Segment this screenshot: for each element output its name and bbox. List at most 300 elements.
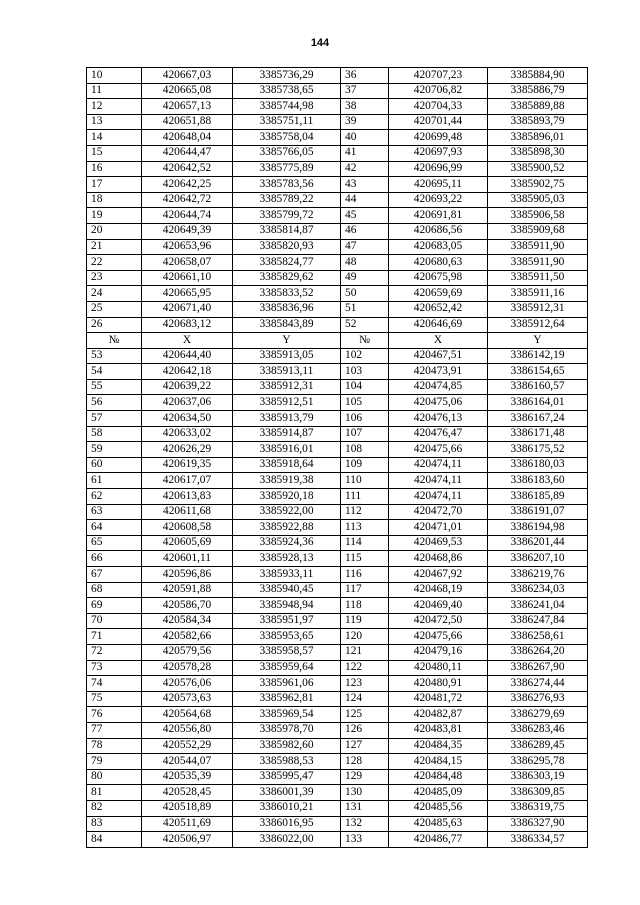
y-left-cell: 3385820,93 [233, 239, 341, 255]
x-right-cell: 420483,81 [389, 722, 488, 738]
y-right-cell: 3386289,45 [488, 738, 588, 754]
x-left-cell: 420573,63 [142, 691, 233, 707]
x-right-cell: 420696,99 [389, 161, 488, 177]
x-left-cell: 420591,88 [142, 582, 233, 598]
point-number-right-cell: 115 [341, 551, 389, 567]
point-number-left-cell: 59 [87, 442, 142, 458]
y-right-cell: 3386264,20 [488, 644, 588, 660]
point-number-left-cell: 69 [87, 598, 142, 614]
point-number-right-cell: 126 [341, 722, 389, 738]
y-right-cell: 3386279,69 [488, 707, 588, 723]
y-right-cell: 3386295,78 [488, 754, 588, 770]
x-left-cell: 420578,28 [142, 660, 233, 676]
x-right-cell: 420467,51 [389, 348, 488, 364]
y-right-cell: 3386219,76 [488, 567, 588, 583]
x-right-cell: 420472,70 [389, 504, 488, 520]
x-right-cell: 420485,56 [389, 800, 488, 816]
point-number-right-cell: 122 [341, 660, 389, 676]
y-left-cell: 3385789,22 [233, 192, 341, 208]
header-y-left: Y [233, 333, 341, 349]
point-number-left-cell: 15 [87, 145, 142, 161]
point-number-right-cell: 133 [341, 832, 389, 848]
y-left-cell: 3385814,87 [233, 223, 341, 239]
point-number-right-cell: 119 [341, 613, 389, 629]
point-number-right-cell: 46 [341, 223, 389, 239]
x-left-cell: 420601,11 [142, 551, 233, 567]
x-right-cell: 420695,11 [389, 177, 488, 193]
x-left-cell: 420586,70 [142, 598, 233, 614]
point-number-right-cell: 132 [341, 816, 389, 832]
point-number-left-cell: 16 [87, 161, 142, 177]
x-left-cell: 420642,52 [142, 161, 233, 177]
y-right-cell: 3385909,68 [488, 223, 588, 239]
y-left-cell: 3385924,36 [233, 535, 341, 551]
point-number-right-cell: 123 [341, 676, 389, 692]
point-number-right-cell: 110 [341, 473, 389, 489]
y-right-cell: 3385898,30 [488, 145, 588, 161]
x-right-cell: 420659,69 [389, 286, 488, 302]
x-right-cell: 420473,91 [389, 364, 488, 380]
y-right-cell: 3386258,61 [488, 629, 588, 645]
table-row [87, 286, 588, 302]
y-left-cell: 3385738,65 [233, 83, 341, 99]
y-left-cell: 3385959,64 [233, 660, 341, 676]
point-number-right-cell: 109 [341, 457, 389, 473]
x-left-cell: 420626,29 [142, 442, 233, 458]
y-left-cell: 3385922,00 [233, 504, 341, 520]
point-number-right-cell: 120 [341, 629, 389, 645]
y-right-cell: 3386160,57 [488, 379, 588, 395]
table-row [87, 629, 588, 645]
x-left-cell: 420617,07 [142, 473, 233, 489]
x-right-cell: 420486,77 [389, 832, 488, 848]
x-left-cell: 420639,22 [142, 379, 233, 395]
y-left-cell: 3385961,06 [233, 676, 341, 692]
table-row [87, 660, 588, 676]
y-left-cell: 3386010,21 [233, 800, 341, 816]
table-row [87, 551, 588, 567]
y-right-cell: 3386247,84 [488, 613, 588, 629]
y-right-cell: 3386180,03 [488, 457, 588, 473]
point-number-right-cell: 40 [341, 130, 389, 146]
table-row [87, 567, 588, 583]
x-right-cell: 420485,63 [389, 816, 488, 832]
y-left-cell: 3385833,52 [233, 286, 341, 302]
x-left-cell: 420528,45 [142, 785, 233, 801]
table-row [87, 130, 588, 146]
table-row [87, 317, 588, 333]
table-row [87, 800, 588, 816]
point-number-left-cell: 75 [87, 691, 142, 707]
y-left-cell: 3385919,38 [233, 473, 341, 489]
point-number-left-cell: 78 [87, 738, 142, 754]
y-right-cell: 3386154,65 [488, 364, 588, 380]
x-left-cell: 420556,80 [142, 722, 233, 738]
y-left-cell: 3385962,81 [233, 691, 341, 707]
point-number-left-cell: 77 [87, 722, 142, 738]
x-left-cell: 420642,18 [142, 364, 233, 380]
x-right-cell: 420474,11 [389, 489, 488, 505]
x-left-cell: 420511,69 [142, 816, 233, 832]
x-right-cell: 420646,69 [389, 317, 488, 333]
table-row [87, 489, 588, 505]
y-left-cell: 3385982,60 [233, 738, 341, 754]
table-row [87, 613, 588, 629]
x-right-cell: 420706,82 [389, 83, 488, 99]
header-number-right: № [341, 333, 389, 349]
y-right-cell: 3385896,01 [488, 130, 588, 146]
y-left-cell: 3385922,88 [233, 520, 341, 536]
y-left-cell: 3385775,89 [233, 161, 341, 177]
table-row [87, 691, 588, 707]
table-row [87, 114, 588, 130]
y-left-cell: 3385958,57 [233, 644, 341, 660]
y-left-cell: 3385783,56 [233, 177, 341, 193]
x-left-cell: 420564,68 [142, 707, 233, 723]
point-number-right-cell: 116 [341, 567, 389, 583]
point-number-left-cell: 25 [87, 301, 142, 317]
table-row [87, 239, 588, 255]
y-left-cell: 3385948,94 [233, 598, 341, 614]
point-number-left-cell: 18 [87, 192, 142, 208]
table-row [87, 255, 588, 271]
x-left-cell: 420637,06 [142, 395, 233, 411]
x-right-cell: 420484,15 [389, 754, 488, 770]
x-right-cell: 420484,48 [389, 769, 488, 785]
table-row [87, 83, 588, 99]
y-left-cell: 3385913,79 [233, 411, 341, 427]
x-right-cell: 420693,22 [389, 192, 488, 208]
table-row [87, 364, 588, 380]
table-row [87, 177, 588, 193]
table-row [87, 473, 588, 489]
point-number-left-cell: 60 [87, 457, 142, 473]
point-number-left-cell: 65 [87, 535, 142, 551]
x-right-cell: 420469,40 [389, 598, 488, 614]
y-left-cell: 3385953,65 [233, 629, 341, 645]
y-right-cell: 3386276,93 [488, 691, 588, 707]
point-number-left-cell: 14 [87, 130, 142, 146]
x-right-cell: 420475,66 [389, 629, 488, 645]
point-number-left-cell: 19 [87, 208, 142, 224]
x-left-cell: 420683,12 [142, 317, 233, 333]
coordinates-table [86, 67, 588, 848]
x-right-cell: 420482,87 [389, 707, 488, 723]
y-right-cell: 3385900,52 [488, 161, 588, 177]
x-left-cell: 420649,39 [142, 223, 233, 239]
x-left-cell: 420665,95 [142, 286, 233, 302]
point-number-left-cell: 82 [87, 800, 142, 816]
y-right-cell: 3386283,46 [488, 722, 588, 738]
point-number-right-cell: 113 [341, 520, 389, 536]
y-right-cell: 3386319,75 [488, 800, 588, 816]
y-left-cell: 3385751,11 [233, 114, 341, 130]
y-left-cell: 3385912,51 [233, 395, 341, 411]
x-right-cell: 420475,06 [389, 395, 488, 411]
y-right-cell: 3386201,44 [488, 535, 588, 551]
x-left-cell: 420506,97 [142, 832, 233, 848]
table-row [87, 145, 588, 161]
x-left-cell: 420644,47 [142, 145, 233, 161]
x-right-cell: 420484,35 [389, 738, 488, 754]
y-left-cell: 3385995,47 [233, 769, 341, 785]
x-right-cell: 420686,56 [389, 223, 488, 239]
point-number-left-cell: 56 [87, 395, 142, 411]
y-left-cell: 3385912,31 [233, 379, 341, 395]
y-right-cell: 3386327,90 [488, 816, 588, 832]
y-left-cell: 3385913,05 [233, 348, 341, 364]
x-left-cell: 420613,83 [142, 489, 233, 505]
point-number-left-cell: 79 [87, 754, 142, 770]
header-x-right: X [389, 333, 488, 349]
point-number-left-cell: 76 [87, 707, 142, 723]
x-left-cell: 420608,58 [142, 520, 233, 536]
table-row [87, 785, 588, 801]
point-number-right-cell: 121 [341, 644, 389, 660]
y-right-cell: 3385912,31 [488, 301, 588, 317]
x-right-cell: 420476,47 [389, 426, 488, 442]
x-left-cell: 420642,72 [142, 192, 233, 208]
y-left-cell: 3385920,18 [233, 489, 341, 505]
table-row [87, 270, 588, 286]
point-number-right-cell: 118 [341, 598, 389, 614]
x-left-cell: 420651,88 [142, 114, 233, 130]
point-number-right-cell: 37 [341, 83, 389, 99]
point-number-left-cell: 71 [87, 629, 142, 645]
x-right-cell: 420480,91 [389, 676, 488, 692]
point-number-left-cell: 80 [87, 769, 142, 785]
point-number-left-cell: 57 [87, 411, 142, 427]
point-number-right-cell: 44 [341, 192, 389, 208]
x-left-cell: 420596,86 [142, 567, 233, 583]
point-number-left-cell: 23 [87, 270, 142, 286]
y-right-cell: 3385893,79 [488, 114, 588, 130]
y-left-cell: 3386001,39 [233, 785, 341, 801]
y-left-cell: 3385829,62 [233, 270, 341, 286]
point-number-left-cell: 72 [87, 644, 142, 660]
point-number-right-cell: 49 [341, 270, 389, 286]
table-row [87, 582, 588, 598]
y-right-cell: 3386274,44 [488, 676, 588, 692]
point-number-right-cell: 107 [341, 426, 389, 442]
x-right-cell: 420707,23 [389, 68, 488, 84]
y-left-cell: 3385916,01 [233, 442, 341, 458]
x-left-cell: 420582,66 [142, 629, 233, 645]
point-number-right-cell: 127 [341, 738, 389, 754]
y-right-cell: 3385902,75 [488, 177, 588, 193]
point-number-left-cell: 58 [87, 426, 142, 442]
point-number-left-cell: 12 [87, 99, 142, 115]
y-right-cell: 3386267,90 [488, 660, 588, 676]
point-number-right-cell: 52 [341, 317, 389, 333]
y-right-cell: 3386334,57 [488, 832, 588, 848]
coordinates-table-top-section [87, 68, 588, 333]
point-number-left-cell: 81 [87, 785, 142, 801]
point-number-left-cell: 54 [87, 364, 142, 380]
x-left-cell: 420535,39 [142, 769, 233, 785]
y-left-cell: 3385914,87 [233, 426, 341, 442]
x-left-cell: 420518,89 [142, 800, 233, 816]
x-left-cell: 420644,40 [142, 348, 233, 364]
table-row [87, 644, 588, 660]
x-left-cell: 420667,03 [142, 68, 233, 84]
x-left-cell: 420634,50 [142, 411, 233, 427]
x-right-cell: 420652,42 [389, 301, 488, 317]
x-right-cell: 420485,09 [389, 785, 488, 801]
y-right-cell: 3386167,24 [488, 411, 588, 427]
table-row [87, 676, 588, 692]
table-row [87, 426, 588, 442]
point-number-right-cell: 128 [341, 754, 389, 770]
x-left-cell: 420544,07 [142, 754, 233, 770]
point-number-right-cell: 124 [341, 691, 389, 707]
x-right-cell: 420467,92 [389, 567, 488, 583]
point-number-left-cell: 67 [87, 567, 142, 583]
x-left-cell: 420576,06 [142, 676, 233, 692]
point-number-right-cell: 47 [341, 239, 389, 255]
point-number-left-cell: 53 [87, 348, 142, 364]
point-number-right-cell: 114 [341, 535, 389, 551]
x-left-cell: 420671,40 [142, 301, 233, 317]
table-row [87, 442, 588, 458]
y-left-cell: 3385951,97 [233, 613, 341, 629]
x-left-cell: 420657,13 [142, 99, 233, 115]
x-right-cell: 420701,44 [389, 114, 488, 130]
table-row [87, 395, 588, 411]
point-number-left-cell: 70 [87, 613, 142, 629]
y-right-cell: 3386194,98 [488, 520, 588, 536]
point-number-left-cell: 21 [87, 239, 142, 255]
point-number-right-cell: 117 [341, 582, 389, 598]
table-row [87, 738, 588, 754]
y-right-cell: 3385905,03 [488, 192, 588, 208]
x-left-cell: 420611,68 [142, 504, 233, 520]
y-left-cell: 3385824,77 [233, 255, 341, 271]
point-number-right-cell: 129 [341, 769, 389, 785]
point-number-left-cell: 10 [87, 68, 142, 84]
x-right-cell: 420475,66 [389, 442, 488, 458]
x-right-cell: 420704,33 [389, 99, 488, 115]
y-right-cell: 3386142,19 [488, 348, 588, 364]
y-left-cell: 3385928,13 [233, 551, 341, 567]
y-right-cell: 3386183,60 [488, 473, 588, 489]
x-left-cell: 420665,08 [142, 83, 233, 99]
table-header-row [87, 333, 588, 349]
page-number: 144 [310, 37, 330, 49]
x-left-cell: 420644,74 [142, 208, 233, 224]
point-number-left-cell: 83 [87, 816, 142, 832]
x-left-cell: 420653,96 [142, 239, 233, 255]
table-row [87, 208, 588, 224]
y-right-cell: 3386191,07 [488, 504, 588, 520]
x-right-cell: 420468,19 [389, 582, 488, 598]
x-right-cell: 420476,13 [389, 411, 488, 427]
point-number-right-cell: 48 [341, 255, 389, 271]
x-right-cell: 420480,11 [389, 660, 488, 676]
y-left-cell: 3385978,70 [233, 722, 341, 738]
table-row [87, 457, 588, 473]
point-number-right-cell: 102 [341, 348, 389, 364]
point-number-right-cell: 38 [341, 99, 389, 115]
point-number-left-cell: 61 [87, 473, 142, 489]
point-number-right-cell: 103 [341, 364, 389, 380]
point-number-right-cell: 112 [341, 504, 389, 520]
table-row [87, 816, 588, 832]
point-number-left-cell: 22 [87, 255, 142, 271]
point-number-left-cell: 13 [87, 114, 142, 130]
point-number-left-cell: 62 [87, 489, 142, 505]
coordinates-table-bottom-section [87, 348, 588, 847]
table-row [87, 598, 588, 614]
point-number-right-cell: 111 [341, 489, 389, 505]
table-row [87, 707, 588, 723]
point-number-left-cell: 63 [87, 504, 142, 520]
x-right-cell: 420683,05 [389, 239, 488, 255]
y-left-cell: 3385940,45 [233, 582, 341, 598]
y-left-cell: 3386016,95 [233, 816, 341, 832]
table-row [87, 192, 588, 208]
x-right-cell: 420479,16 [389, 644, 488, 660]
x-right-cell: 420675,98 [389, 270, 488, 286]
point-number-left-cell: 55 [87, 379, 142, 395]
y-right-cell: 3385889,88 [488, 99, 588, 115]
y-right-cell: 3386241,04 [488, 598, 588, 614]
y-right-cell: 3386303,19 [488, 769, 588, 785]
x-left-cell: 420648,04 [142, 130, 233, 146]
point-number-right-cell: 104 [341, 379, 389, 395]
y-right-cell: 3385884,90 [488, 68, 588, 84]
point-number-left-cell: 84 [87, 832, 142, 848]
point-number-left-cell: 24 [87, 286, 142, 302]
y-left-cell: 3386022,00 [233, 832, 341, 848]
y-left-cell: 3385736,29 [233, 68, 341, 84]
y-right-cell: 3386185,89 [488, 489, 588, 505]
table-row [87, 504, 588, 520]
x-right-cell: 420699,48 [389, 130, 488, 146]
y-right-cell: 3385912,64 [488, 317, 588, 333]
table-row [87, 535, 588, 551]
point-number-right-cell: 36 [341, 68, 389, 84]
point-number-right-cell: 51 [341, 301, 389, 317]
y-right-cell: 3386309,85 [488, 785, 588, 801]
table-row [87, 161, 588, 177]
y-left-cell: 3385918,64 [233, 457, 341, 473]
y-right-cell: 3385886,79 [488, 83, 588, 99]
y-right-cell: 3385911,16 [488, 286, 588, 302]
x-left-cell: 420642,25 [142, 177, 233, 193]
y-left-cell: 3385988,53 [233, 754, 341, 770]
table-row [87, 722, 588, 738]
x-left-cell: 420552,29 [142, 738, 233, 754]
point-number-left-cell: 73 [87, 660, 142, 676]
point-number-right-cell: 105 [341, 395, 389, 411]
x-left-cell: 420633,02 [142, 426, 233, 442]
table-row [87, 520, 588, 536]
table-row [87, 223, 588, 239]
x-left-cell: 420619,35 [142, 457, 233, 473]
x-left-cell: 420579,56 [142, 644, 233, 660]
y-left-cell: 3385766,05 [233, 145, 341, 161]
y-right-cell: 3385911,90 [488, 239, 588, 255]
point-number-right-cell: 50 [341, 286, 389, 302]
point-number-left-cell: 20 [87, 223, 142, 239]
y-right-cell: 3386234,03 [488, 582, 588, 598]
point-number-left-cell: 68 [87, 582, 142, 598]
y-right-cell: 3386175,52 [488, 442, 588, 458]
y-left-cell: 3385758,04 [233, 130, 341, 146]
x-right-cell: 420691,81 [389, 208, 488, 224]
point-number-left-cell: 66 [87, 551, 142, 567]
